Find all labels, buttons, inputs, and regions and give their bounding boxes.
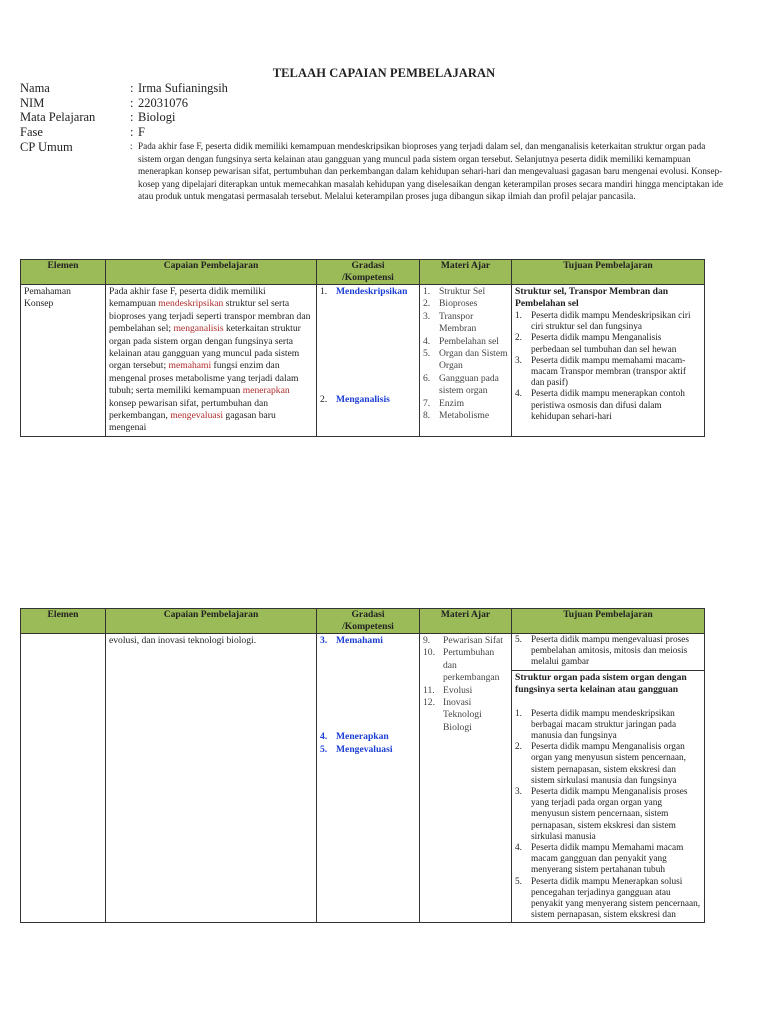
- materi-text: Transpor Membran: [439, 310, 477, 335]
- tujuan-text: Peserta didik mampu Menganalisis organ organ yang menyusun sistem pencernaan, sistem pernapasan, sistem ekskresi dan sistem sirkulasi manusia dan fungsinya: [531, 742, 686, 786]
- capaian-cell: [106, 285, 317, 437]
- gradasi-text: Memahami: [336, 635, 383, 646]
- list-number: 2.: [515, 742, 522, 753]
- list-item: [320, 635, 416, 647]
- list-item: [423, 410, 508, 422]
- gradasi-cell: [317, 285, 420, 437]
- header-elemen: Elemen: [21, 260, 106, 285]
- elemen-text: Pemahaman Konsep: [24, 286, 71, 310]
- list-number: 7.: [423, 397, 431, 409]
- tujuan-text: Peserta didik mampu memahami macam-macam Transpor membran (transpor aktif dan pasif): [531, 355, 686, 389]
- identity-label: Fase: [20, 124, 43, 139]
- list-number: 3.: [515, 787, 522, 798]
- colon: :: [130, 110, 134, 125]
- gradasi-cell: [317, 634, 420, 923]
- materi-text: Pewarisan Sifat: [443, 635, 503, 646]
- tujuan-list: [515, 311, 701, 423]
- list-number: 4.: [320, 731, 328, 743]
- header-elemen: Elemen: [21, 609, 106, 634]
- tujuan-continued: [512, 634, 704, 671]
- list-number: 5.: [515, 635, 522, 645]
- gradasi-list: [320, 286, 416, 298]
- capaian-segment: Pada akhir fase F, peserta didik memiliki kemampuan: [109, 286, 266, 310]
- identity-value: Irma Sufianingsih: [138, 81, 228, 95]
- list-number: 1.: [423, 286, 431, 297]
- header-tujuan: Tujuan Pembelajaran: [512, 260, 705, 285]
- table-row: [21, 634, 705, 923]
- list-number: 12.: [423, 697, 435, 709]
- capaian-text: evolusi, dan inovasi teknologi biologi.: [109, 635, 257, 646]
- gradasi-text: Mendeskripsikan: [336, 286, 408, 297]
- elemen-cell: [21, 634, 106, 923]
- gradasi-text: Menganalisis: [336, 394, 390, 406]
- cp-umum-row: [20, 140, 730, 203]
- cp-umum-text: Pada akhir fase F, peserta didik memiliki kemampuan mendeskripsikan bioproses yang terjadi dalam sel, dan menganalisis keterkaitan struktur organ pada sistem organ dengan fungsinya serta kelainan atau gangguan yang muncul pada sistem organ tersebut. Selanjutnya peserta didik memiliki kemampuan menerapkan konsep pewarisan sifat, pertumbuhan dan perkembangan dalam kehidupan sehari-hari dan mengevaluasi gagasan baru mengenai evolusi. Konsep-kosep yang dipelajari diterapkan untuk memecahkan masalah kehidupan yang diselesaikan dengan keterampilan proses secara mandiri hingga menciptakan ide atau produk untuk mengatasi permasalah tersebut. Melalui keterampilan proses juga dibangun sikap ilmiah dan profil pelajar pancasila.: [138, 141, 723, 202]
- tujuan-text: Peserta didik mampu menerapkan contoh peristiwa osmosis dan difusi dalam kehidupan sehari-hari: [531, 389, 685, 422]
- tujuan-heading: Struktur organ pada sistem organ dengan fungsinya serta kelainan atau gangguan: [515, 671, 687, 695]
- header-tujuan: Tujuan Pembelajaran: [512, 609, 705, 634]
- list-number: 2.: [320, 394, 328, 406]
- list-item: [423, 647, 508, 684]
- tujuan-heading: Struktur sel, Transpor Membran dan Pembelahan sel: [515, 286, 669, 309]
- gradasi-list: [320, 394, 416, 406]
- tujuan-list: [515, 709, 701, 922]
- list-number: 2.: [515, 333, 522, 344]
- list-item: [515, 843, 701, 877]
- materi-text: Metabolisme: [439, 410, 490, 422]
- header-materi: Materi Ajar: [420, 260, 512, 285]
- list-number: 4.: [515, 389, 522, 400]
- materi-text: Pertumbuhan dan perkembangan: [443, 647, 500, 684]
- list-number: 2.: [423, 298, 431, 310]
- materi-cell: [420, 634, 512, 923]
- list-number: 6.: [423, 372, 431, 384]
- list-item: [423, 286, 508, 298]
- spacer: [320, 298, 416, 394]
- identity-block: [20, 81, 730, 139]
- list-number: 10.: [423, 647, 435, 659]
- tujuan-cell: [512, 634, 705, 923]
- list-item: [423, 311, 508, 336]
- colon: :: [130, 141, 133, 151]
- cp-table-page-2: [20, 608, 705, 923]
- colon: :: [130, 95, 134, 110]
- kata-kerja-highlight: mengevaluasi: [170, 410, 224, 422]
- list-item: [423, 635, 508, 647]
- list-item: [320, 394, 416, 406]
- tujuan-text: Peserta didik mampu mengevaluasi proses pembelahan amitosis, mitosis dan meiosis melalui gambar: [531, 635, 690, 668]
- list-number: 4.: [423, 335, 431, 347]
- materi-cell: [420, 285, 512, 437]
- spacer: [320, 647, 416, 731]
- tujuan-cell: [512, 285, 705, 437]
- header-materi: Materi Ajar: [420, 609, 512, 634]
- document-title: TELAAH CAPAIAN PEMBELAJARAN: [272, 66, 496, 80]
- tujuan-section: [512, 671, 704, 923]
- tujuan-text: Peserta didik mampu mendeskripsikan berbagai macam struktur jaringan pada manusia dan fungsinya: [531, 708, 677, 742]
- identity-row-nama: [20, 81, 730, 96]
- list-number: 5.: [515, 876, 522, 887]
- list-item: [515, 787, 701, 843]
- list-item: [423, 697, 508, 734]
- materi-list: [423, 635, 508, 734]
- capaian-segment: konsep pewarisan sifat, pertumbuhan dan perkembangan,: [109, 397, 269, 422]
- list-item: [515, 356, 701, 390]
- list-item: [515, 311, 701, 333]
- list-item: [320, 286, 416, 298]
- list-item: [515, 635, 701, 669]
- list-item: [515, 389, 701, 423]
- header-gradasi-line2: /Kompetensi: [342, 620, 394, 632]
- list-number: 11.: [423, 684, 435, 696]
- identity-row-nim: [20, 96, 730, 111]
- elemen-cell: [21, 285, 106, 437]
- list-number: 8.: [423, 410, 431, 422]
- list-number: 1.: [515, 708, 522, 719]
- capaian-segment: struktur sel serta bioproses yang terjadi seperti transpor membran dan pembelahan sel;: [109, 298, 311, 335]
- materi-text: Gangguan pada sistem organ: [439, 372, 499, 397]
- materi-text: Inovasi Teknologi Biologi: [443, 697, 482, 733]
- capaian-segment: fungsi enzim dan mengenal proses metabolisme yang terjadi dalam tubuh; serta memiliki kemampuan: [109, 360, 299, 397]
- gradasi-list: [320, 731, 416, 756]
- materi-list: [423, 286, 508, 422]
- materi-text: Pembelahan sel: [439, 335, 499, 347]
- materi-text: Evolusi: [443, 684, 473, 696]
- colon: :: [130, 124, 134, 139]
- materi-text: Organ dan Sistem Organ: [439, 348, 508, 372]
- list-number: 4.: [515, 843, 522, 854]
- list-number: 9.: [423, 635, 431, 646]
- list-number: 5.: [320, 743, 328, 755]
- materi-text: Struktur Sel: [439, 286, 486, 297]
- list-number: 5.: [423, 348, 431, 360]
- identity-label: Mata Pelajaran: [20, 110, 96, 125]
- gradasi-list: [320, 635, 416, 647]
- list-item: [515, 742, 701, 787]
- header-capaian: Capaian Pembelajaran: [106, 609, 317, 634]
- gradasi-text: Mengevaluasi: [336, 743, 393, 755]
- identity-value: Biologi: [138, 110, 176, 125]
- kata-kerja-highlight: mendeskripsikan: [158, 298, 224, 310]
- capaian-cell: [106, 634, 317, 923]
- table-row: [21, 285, 705, 437]
- capaian-segment: gagasan baru mengenai: [109, 410, 276, 434]
- list-item: [423, 348, 508, 373]
- header-gradasi-line2: /Kompetensi: [342, 271, 394, 283]
- list-number: 1.: [320, 286, 328, 297]
- tujuan-text: Peserta didik mampu Mendeskripsikan ciri ciri struktur sel dan fungsinya: [531, 311, 691, 333]
- tujuan-text: Peserta didik mampu Memahami macam macam gangguan dan penyakit yang menyerang sistem pertahanan tubuh: [531, 843, 684, 876]
- header-gradasi: [317, 260, 420, 285]
- tujuan-text: Peserta didik mampu Menganalisis perbedaan sel tumbuhan dan sel hewan: [531, 333, 677, 355]
- list-item: [515, 877, 701, 922]
- list-item: [423, 298, 508, 310]
- materi-text: Bioproses: [439, 298, 478, 310]
- table-header-row: [21, 609, 705, 634]
- list-item: [515, 709, 701, 743]
- list-item: [423, 685, 508, 697]
- list-item: [320, 731, 416, 743]
- colon: :: [130, 81, 134, 95]
- header-gradasi-line1: Gradasi: [351, 260, 385, 271]
- list-item: [423, 373, 508, 398]
- header-capaian: Capaian Pembelajaran: [106, 260, 317, 285]
- cp-umum-label: CP Umum: [20, 140, 73, 154]
- list-item: [423, 336, 508, 348]
- materi-text: Enzim: [439, 397, 465, 409]
- identity-label: NIM: [20, 95, 45, 110]
- spacer: [515, 697, 701, 709]
- identity-value: F: [138, 124, 145, 139]
- identity-value: 22031076: [138, 95, 188, 110]
- header-gradasi: [317, 609, 420, 634]
- list-item: [320, 744, 416, 756]
- list-number: 3.: [515, 355, 522, 366]
- list-number: 1.: [515, 311, 522, 321]
- kata-kerja-highlight: menerapkan: [242, 385, 290, 397]
- capaian-segment: keterkaitan struktur organ pada sistem organ dengan fungsinya serta kelainan atau gangguan yang muncul pada sistem organ tersebut;: [109, 323, 301, 372]
- tujuan-text: Peserta didik mampu Menganalisis proses yang terjadi pada organ organ yang menyusun sistem pencernaan, sistem pernapasan, sistem ekskresi dan sistem sirkulasi manusia: [531, 787, 688, 842]
- list-number: 3.: [423, 310, 431, 322]
- cp-table-page-1: [20, 259, 705, 437]
- tujuan-list: [515, 635, 701, 669]
- header-gradasi-line1: Gradasi: [351, 609, 385, 620]
- identity-row-mapel: [20, 110, 730, 125]
- kata-kerja-highlight: menganalisis: [173, 323, 224, 335]
- identity-row-fase: [20, 125, 730, 140]
- gradasi-text: Menerapkan: [336, 731, 389, 743]
- list-item: [423, 398, 508, 410]
- identity-label: Nama: [20, 81, 50, 95]
- list-number: 3.: [320, 635, 328, 646]
- table-header-row: [21, 260, 705, 285]
- list-item: [515, 333, 701, 355]
- kata-kerja-highlight: memahami: [168, 360, 212, 372]
- tujuan-text: Peserta didik mampu Menerapkan solusi pencegahan terjadinya gangguan atau penyakit yang menyerang sistem pencernaan, sistem pernapasan, sistem ekskresi dan: [531, 876, 701, 921]
